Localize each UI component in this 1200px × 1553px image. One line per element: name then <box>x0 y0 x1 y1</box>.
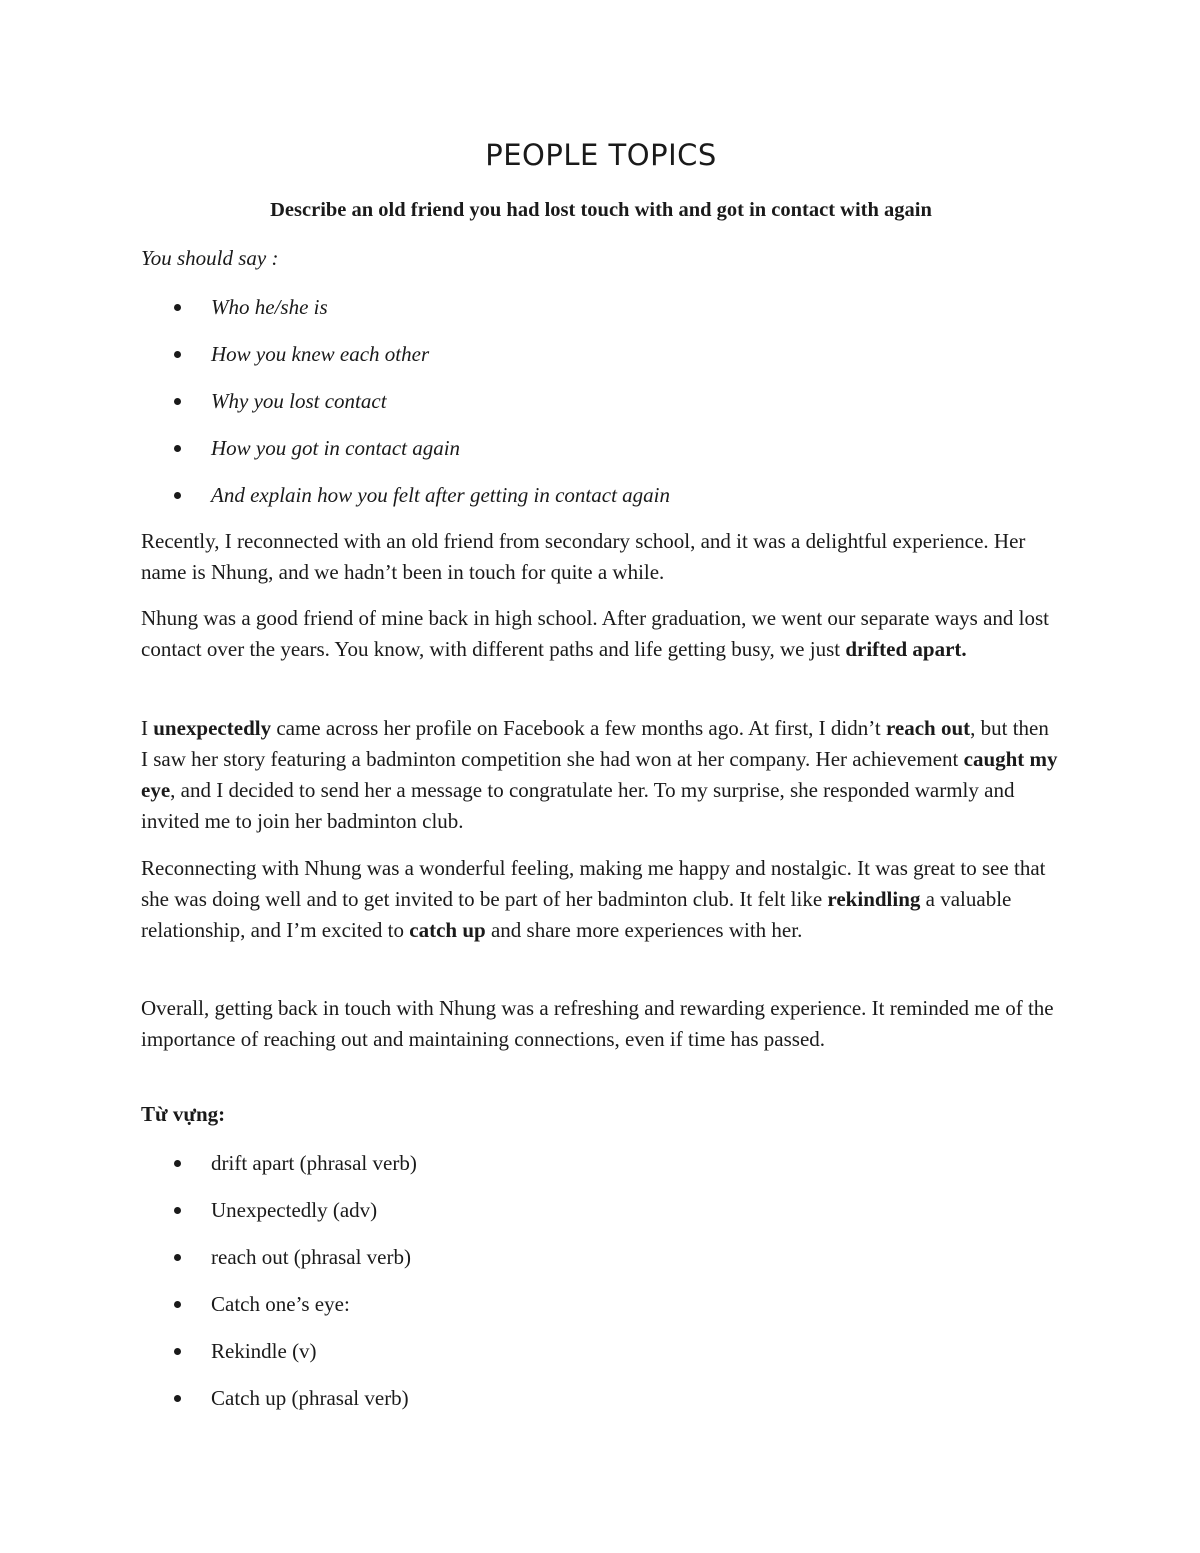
cue-list <box>141 293 1061 528</box>
list-item: Why you lost contact <box>141 387 1061 434</box>
paragraph-feelings: Reconnecting with Nhung was a wonderful feeling, making me happy and nostalgic. It was great to see that she was doing well and to get invited to be part of her badminton club. It felt like rekindling a valuable relationship, and I’m excited to catch up and share more experiences with her. <box>141 856 1046 942</box>
list-item: Rekindle (v) <box>141 1337 1061 1384</box>
list-item: Catch one’s eye: <box>141 1290 1061 1337</box>
bullet-icon <box>174 492 181 499</box>
bullet-icon <box>174 398 181 405</box>
list-item: Catch up (phrasal verb) <box>141 1384 1061 1431</box>
bullet-icon <box>174 1301 181 1308</box>
vocab-list <box>141 1149 1061 1431</box>
list-item: Unexpectedly (adv) <box>141 1196 1061 1243</box>
keyword-reach-out: reach out <box>885 716 971 740</box>
vocab-heading: Từ vựng: <box>141 1102 226 1126</box>
keyword-unexpectedly: unexpectedly <box>153 716 272 740</box>
topic-question: Describe an old friend you had lost touch with and got in contact with again <box>270 199 932 221</box>
list-item: Who he/she is <box>141 293 1061 340</box>
bullet-icon <box>174 1254 181 1261</box>
bullet-icon <box>174 1395 181 1402</box>
paragraph-conclusion: Overall, getting back in touch with Nhung was a refreshing and rewarding experience. It reminded me of the importance of reaching out and maintaining connections, even if time has passed. <box>141 996 1054 1051</box>
list-item: reach out (phrasal verb) <box>141 1243 1061 1290</box>
bullet-icon <box>174 351 181 358</box>
list-item: drift apart (phrasal verb) <box>141 1149 1061 1196</box>
keyword-catch-up: catch up <box>409 918 486 942</box>
page-title: PEOPLE TOPICS <box>485 138 717 172</box>
list-item: And explain how you felt after getting in contact again <box>141 481 1061 528</box>
keyword-rekindling: rekindling <box>827 887 921 911</box>
list-item: How you got in contact again <box>141 434 1061 481</box>
paragraph-intro: Recently, I reconnected with an old friend from secondary school, and it was a delightful experience. Her name is Nhung, and we hadn’t been in touch for quite a while. <box>141 529 1026 584</box>
paragraph-reconnect: I unexpectedly came across her profile on Facebook a few months ago. At first, I didn’t reach out, but then I saw her story featuring a badminton competition she had won at her company. Her achievement caught my eye, and I decided to send her a message to congratulate her. To my surprise, she responded warmly and invited me to join her badminton club. <box>141 716 1058 833</box>
list-item: How you knew each other <box>141 340 1061 387</box>
bullet-icon <box>174 1207 181 1214</box>
keyword-drifted-apart: drifted apart. <box>845 637 967 661</box>
paragraph-background: Nhung was a good friend of mine back in high school. After graduation, we went our separate ways and lost contact over the years. You know, with different paths and life getting busy, we just drifted apart. <box>141 606 1050 661</box>
bullet-icon <box>174 445 181 452</box>
prompt-label: You should say : <box>141 246 279 270</box>
bullet-icon <box>174 304 181 311</box>
keyword-caught-my-eye: caught my eye <box>141 747 1058 802</box>
bullet-icon <box>174 1160 181 1167</box>
bullet-icon <box>174 1348 181 1355</box>
